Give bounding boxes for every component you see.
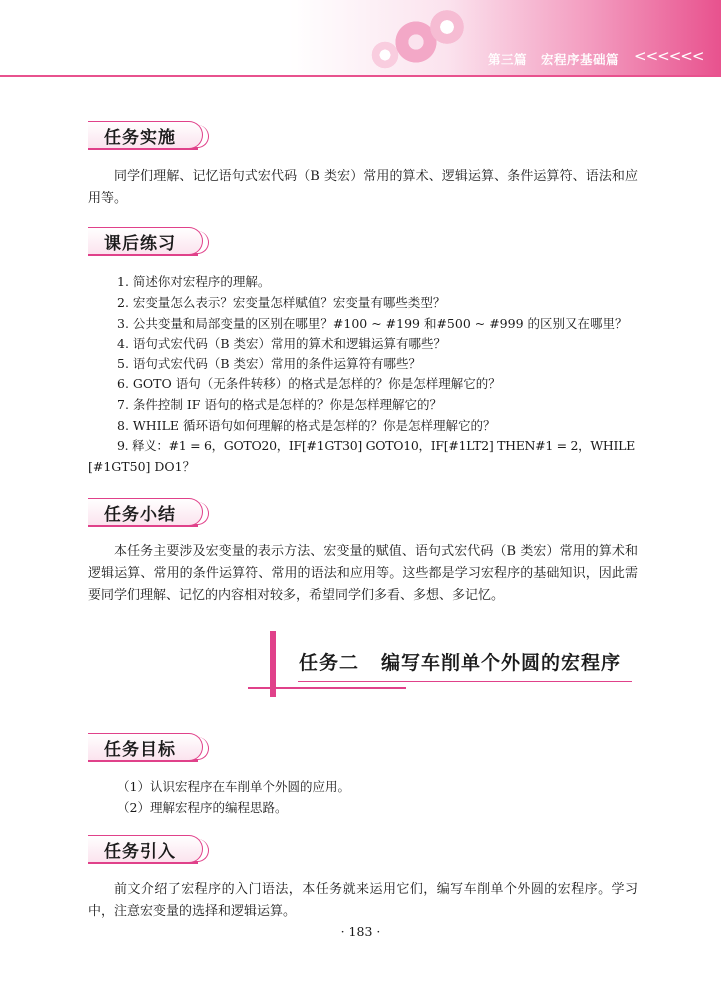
task-name: 编写车削单个外圆的宏程序 <box>381 652 622 674</box>
list-item: （2）理解宏程序的编程思路。 <box>117 800 288 815</box>
section-title: 任务引入 <box>104 842 176 862</box>
task-number: 任务二 <box>299 652 360 674</box>
intro-paragraph: 前文介绍了宏程序的入门语法，本任务就来运用它们，编写车削单个外圆的宏程序。学习中，注意宏变量的选择和逻辑运算。 <box>88 882 638 919</box>
list-item: [#1GT50] DO1？ <box>88 459 196 474</box>
gear-icon <box>428 8 466 46</box>
page-number: · 183 · <box>340 924 381 939</box>
implement-paragraph: 同学们理解、记忆语句式宏代码（B 类宏）常用的算术、逻辑运算、条件运算符、语法和应用等。 <box>88 169 638 206</box>
list-item: 6. GOTO 语句（无条件转移）的格式是怎样的？你是怎样理解它的？ <box>117 376 501 391</box>
running-header <box>488 50 619 68</box>
task-heading-underline <box>298 681 632 682</box>
list-item: 3. 公共变量和局部变量的区别在哪里？#100 ~ #199 和#500 ~ #999 的区别又在哪里？ <box>117 316 628 331</box>
chevrons-icon: <<<<<< <box>634 47 704 65</box>
list-item: 8. WHILE 循环语句如何理解的格式是怎样的？你是怎样理解它的？ <box>117 418 496 433</box>
section-title: 任务小结 <box>104 505 176 525</box>
header-rule <box>0 75 721 77</box>
list-item: 9. 释义：#1 = 6，GOTO20，IF[#1GT30] GOTO10，IF[#1LT2] THEN#1 = 2，WHILE <box>117 438 635 453</box>
part-label: 第三篇 <box>488 52 528 67</box>
list-item: 7. 条件控制 IF 语句的格式是怎样的？你是怎样理解它的？ <box>117 397 442 412</box>
list-item: 2. 宏变量怎么表示？宏变量怎样赋值？宏变量有哪些类型？ <box>117 295 446 310</box>
section-title: 任务目标 <box>104 740 176 760</box>
task-heading-rule <box>248 687 406 689</box>
part-title: 宏程序基础篇 <box>541 52 620 67</box>
section-title: 任务实施 <box>104 128 176 148</box>
summary-paragraph: 本任务主要涉及宏变量的表示方法、宏变量的赋值、语句式宏代码（B 类宏）常用的算术和逻辑运算、常用的条件运算符、常用的语法和应用等。这些都是学习宏程序的基础知识，因此需要同学们理解、记忆的内容相对较多，希望同学们多看、多想、多记忆。 <box>88 544 638 603</box>
list-item: （1）认识宏程序在车削单个外圆的应用。 <box>117 779 350 794</box>
task-title <box>299 648 621 675</box>
section-title: 课后练习 <box>104 234 176 254</box>
list-item: 4. 语句式宏代码（B 类宏）常用的算术和逻辑运算有哪些？ <box>117 336 447 351</box>
list-item: 5. 语句式宏代码（B 类宏）常用的条件运算符有哪些？ <box>117 356 422 371</box>
list-item: 1. 简述你对宏程序的理解。 <box>117 274 271 289</box>
